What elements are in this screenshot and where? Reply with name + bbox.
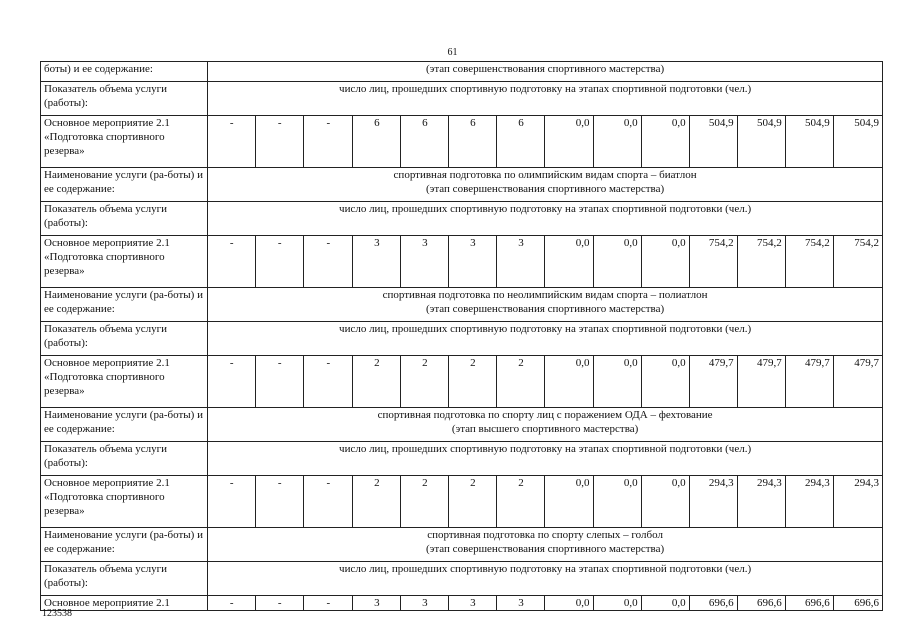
value-cell: 3 xyxy=(401,236,449,288)
value-cell: 6 xyxy=(401,116,449,168)
row-label: Основное мероприятие 2.1 «Подготовка спортивного резерва» xyxy=(41,116,208,168)
value-cell: 0,0 xyxy=(593,596,641,611)
table-row-service xyxy=(41,62,883,82)
value-cell: - xyxy=(256,236,304,288)
table-row-indicator xyxy=(41,202,883,236)
value-cell: 6 xyxy=(449,116,497,168)
value-cell: 6 xyxy=(497,116,545,168)
value-cell: 0,0 xyxy=(593,116,641,168)
value-cell: 754,2 xyxy=(689,236,737,288)
value-cell: 0,0 xyxy=(545,596,593,611)
row-label: Наименование услуги (ра-боты) и ее содержание: xyxy=(41,408,208,442)
row-label: Наименование услуги (ра-боты) и ее содержание: xyxy=(41,168,208,202)
indicator-text: число лиц, прошедших спортивную подготовку на этапах спортивной подготовки (чел.) xyxy=(208,322,883,356)
value-cell: 2 xyxy=(449,356,497,408)
value-cell: 3 xyxy=(353,236,401,288)
program-table xyxy=(40,61,883,611)
value-cell: 0,0 xyxy=(545,356,593,408)
service-name: спортивная подготовка по спорту слепых – голбол xyxy=(427,529,663,541)
value-cell: 0,0 xyxy=(641,596,689,611)
value-cell: - xyxy=(304,476,353,528)
document-id: 123538 xyxy=(42,608,72,619)
value-cell: 0,0 xyxy=(641,476,689,528)
value-cell: 696,6 xyxy=(785,596,833,611)
table-row-service xyxy=(41,288,883,322)
value-cell: - xyxy=(304,356,353,408)
value-cell: 0,0 xyxy=(641,236,689,288)
row-label: Основное мероприятие 2.1 «Подготовка спортивного резерва» xyxy=(41,476,208,528)
service-name: спортивная подготовка по неолимпийским видам спорта – полиатлон xyxy=(382,289,708,301)
service-stage: (этап совершенствования спортивного мастерства) xyxy=(425,303,665,315)
indicator-text: число лиц, прошедших спортивную подготовку на этапах спортивной подготовки (чел.) xyxy=(208,442,883,476)
value-cell: - xyxy=(304,236,353,288)
value-cell: 2 xyxy=(497,356,545,408)
table-row-service xyxy=(41,168,883,202)
value-cell: - xyxy=(208,116,256,168)
row-label: Показатель объема услуги (работы): xyxy=(41,82,208,116)
value-cell: 696,6 xyxy=(833,596,882,611)
page-number: 61 xyxy=(447,47,458,58)
table-row-indicator xyxy=(41,562,883,596)
table-row-measure xyxy=(41,236,883,288)
table-row-service xyxy=(41,528,883,562)
service-name-cell xyxy=(208,62,883,82)
table-row-indicator xyxy=(41,442,883,476)
row-label: Наименование услуги (ра-боты) и ее содержание: xyxy=(41,528,208,562)
value-cell: 2 xyxy=(497,476,545,528)
table-row-indicator xyxy=(41,322,883,356)
value-cell: 479,7 xyxy=(689,356,737,408)
row-label: Основное мероприятие 2.1 «Подготовка спортивного резерва» xyxy=(41,356,208,408)
value-cell: 479,7 xyxy=(737,356,785,408)
service-name-cell xyxy=(208,288,883,322)
value-cell: 2 xyxy=(449,476,497,528)
value-cell: 754,2 xyxy=(785,236,833,288)
table-body xyxy=(41,62,883,611)
row-label: Показатель объема услуги (работы): xyxy=(41,202,208,236)
table-row-measure xyxy=(41,596,883,611)
service-name-cell xyxy=(208,168,883,202)
value-cell: 3 xyxy=(497,236,545,288)
value-cell: 0,0 xyxy=(593,476,641,528)
value-cell: 2 xyxy=(353,476,401,528)
service-name-cell xyxy=(208,528,883,562)
value-cell: 0,0 xyxy=(545,476,593,528)
table-row-indicator xyxy=(41,82,883,116)
value-cell: 504,9 xyxy=(737,116,785,168)
value-cell: 0,0 xyxy=(641,116,689,168)
table-row-service xyxy=(41,408,883,442)
row-label: Наименование услуги (ра-боты) и ее содержание: xyxy=(41,288,208,322)
value-cell: - xyxy=(208,596,256,611)
value-cell: - xyxy=(304,116,353,168)
value-cell: 696,6 xyxy=(689,596,737,611)
value-cell: 504,9 xyxy=(689,116,737,168)
value-cell: 294,3 xyxy=(737,476,785,528)
indicator-text: число лиц, прошедших спортивную подготовку на этапах спортивной подготовки (чел.) xyxy=(208,562,883,596)
value-cell: - xyxy=(208,356,256,408)
value-cell: 504,9 xyxy=(785,116,833,168)
value-cell: 0,0 xyxy=(545,116,593,168)
row-label: Основное мероприятие 2.1 «Подготовка спортивного резерва» xyxy=(41,236,208,288)
service-name: спортивная подготовка по спорту лиц с поражением ОДА – фехтование xyxy=(377,409,713,421)
value-cell: 3 xyxy=(497,596,545,611)
value-cell: 3 xyxy=(401,596,449,611)
table-row-measure xyxy=(41,356,883,408)
service-stage: (этап совершенствования спортивного мастерства) xyxy=(425,63,665,75)
service-stage: (этап высшего спортивного мастерства) xyxy=(451,423,639,435)
table-row-measure xyxy=(41,116,883,168)
value-cell: 0,0 xyxy=(593,236,641,288)
value-cell: 504,9 xyxy=(833,116,882,168)
value-cell: 0,0 xyxy=(545,236,593,288)
service-name-cell xyxy=(208,408,883,442)
value-cell: 479,7 xyxy=(785,356,833,408)
value-cell: 2 xyxy=(401,356,449,408)
row-label: боты) и ее содержание: xyxy=(41,62,208,82)
value-cell: 2 xyxy=(401,476,449,528)
value-cell: 0,0 xyxy=(593,356,641,408)
row-label: Основное мероприятие 2.1 xyxy=(41,596,208,611)
service-name: спортивная подготовка по олимпийским видам спорта – биатлон xyxy=(393,169,697,181)
value-cell: - xyxy=(256,596,304,611)
indicator-text: число лиц, прошедших спортивную подготовку на этапах спортивной подготовки (чел.) xyxy=(208,82,883,116)
value-cell: - xyxy=(256,476,304,528)
value-cell: 754,2 xyxy=(833,236,882,288)
value-cell: - xyxy=(208,476,256,528)
row-label: Показатель объема услуги (работы): xyxy=(41,322,208,356)
value-cell: - xyxy=(256,116,304,168)
value-cell: 2 xyxy=(353,356,401,408)
value-cell: 479,7 xyxy=(833,356,882,408)
value-cell: 3 xyxy=(449,596,497,611)
value-cell: 6 xyxy=(353,116,401,168)
value-cell: 696,6 xyxy=(737,596,785,611)
indicator-text: число лиц, прошедших спортивную подготовку на этапах спортивной подготовки (чел.) xyxy=(208,202,883,236)
value-cell: 294,3 xyxy=(689,476,737,528)
service-stage: (этап совершенствования спортивного мастерства) xyxy=(425,543,665,555)
value-cell: - xyxy=(304,596,353,611)
value-cell: - xyxy=(256,356,304,408)
value-cell: 3 xyxy=(449,236,497,288)
service-stage: (этап совершенствования спортивного мастерства) xyxy=(425,183,665,195)
table-row-measure xyxy=(41,476,883,528)
value-cell: 0,0 xyxy=(641,356,689,408)
row-label: Показатель объема услуги (работы): xyxy=(41,442,208,476)
value-cell: - xyxy=(208,236,256,288)
value-cell: 294,3 xyxy=(833,476,882,528)
value-cell: 3 xyxy=(353,596,401,611)
row-label: Показатель объема услуги (работы): xyxy=(41,562,208,596)
value-cell: 754,2 xyxy=(737,236,785,288)
value-cell: 294,3 xyxy=(785,476,833,528)
